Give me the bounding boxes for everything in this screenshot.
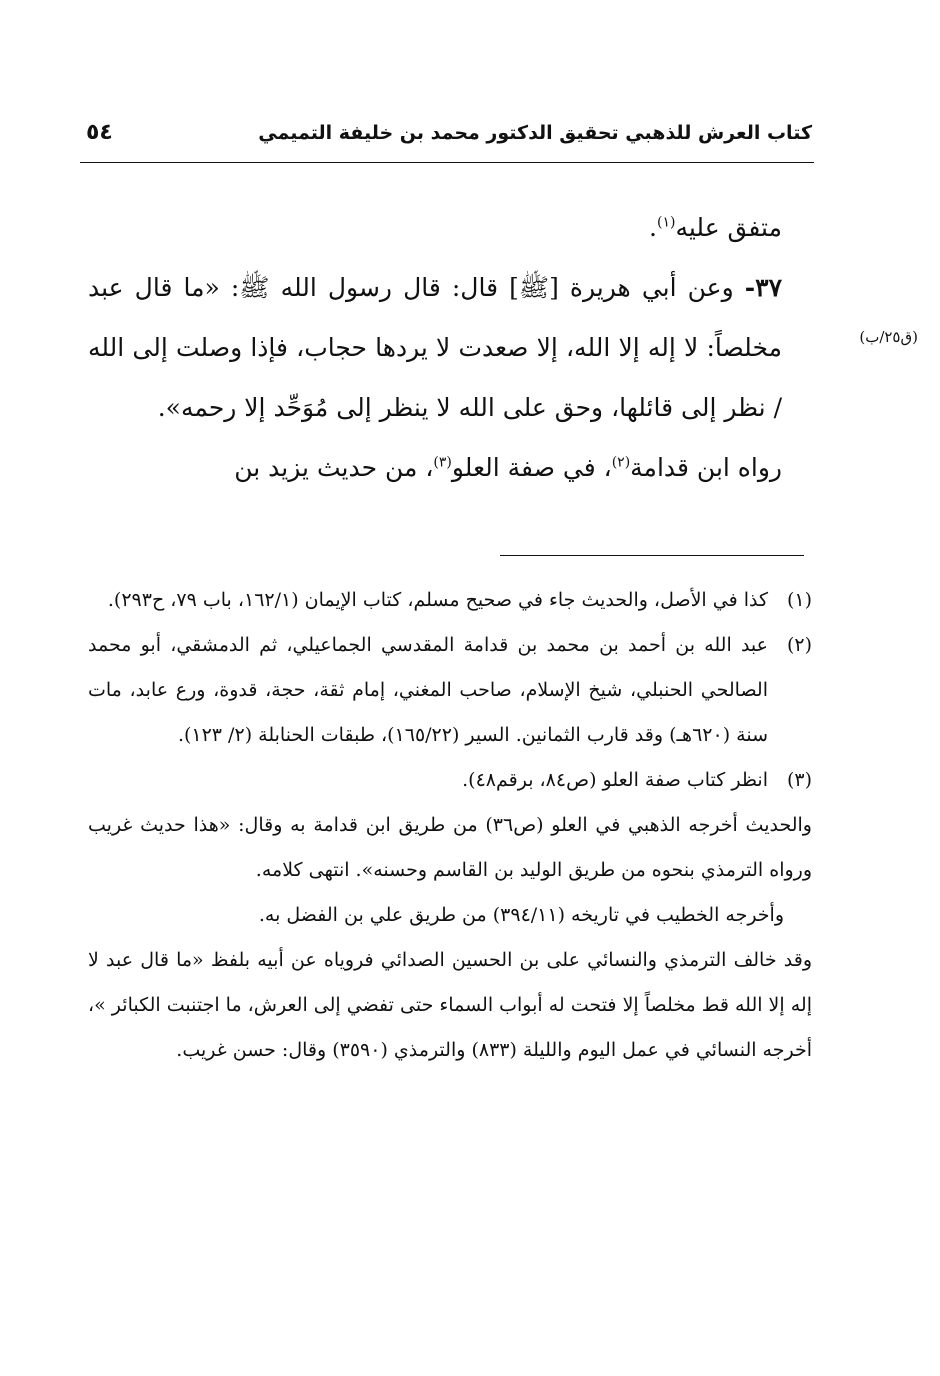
footnote-paragraph: وأخرجه الخطيب في تاريخه (٣٩٤/١١) من طريق علي بن الفضل به.: [258, 904, 784, 926]
page-number: ٥٤: [86, 120, 113, 145]
page-header: [82, 118, 812, 158]
hadith-number: ٣٧-: [744, 273, 782, 302]
footnote-paragraph: وقد خالف الترمذي والنسائي على بن الحسين الصدائي فروياه عن أبيه بلفظ «ما قال عبد لا إله إلا الله قط مخلصاً إلا فتحت له أبواب السماء حتى تفضي إلى العرش، ما اجتنبت الكبائر »، أخرجه النسائي في عمل اليوم والليلة (٨٣٣) والترمذي (٣٥٩٠) وقال: حسن غريب.: [88, 949, 812, 1061]
narration-part-b: ، في صفة العلو: [451, 453, 612, 482]
paragraph-muttafaq: [88, 198, 812, 258]
main-text: [88, 198, 812, 498]
margin-folio-note: (ق٢٥/ب): [859, 328, 918, 346]
footnote-2: [88, 623, 812, 758]
footnote-number: (٢): [786, 634, 812, 656]
footnote-text: عبد الله بن أحمد بن محمد بن قدامة المقدسي الجماعيلي، ثم الدمشقي، أبو محمد الصالحي الحنبلي، شيخ الإسلام، صاحب المغني، إمام ثقة، حجة، قدوة، ورع عابد، مات سنة (٦٢٠هـ) وقد قارب الثمانين. السير (١٦٥/٢٢)، طبقات الحنابلة (٢/ ١٢٣).: [88, 634, 768, 746]
footnotes-section: [88, 578, 812, 1073]
footnote-text: كذا في الأصل، والحديث جاء في صحيح مسلم، كتاب الإيمان (١٦٢/١، باب ٧٩، ح٢٩٣).: [107, 589, 768, 611]
footnote-divider: [500, 555, 804, 556]
footnote-ref-1: (١): [657, 214, 676, 231]
line-end: .: [649, 213, 657, 242]
footnote-text: انظر كتاب صفة العلو (ص٨٤، برقم٤٨).: [462, 769, 768, 791]
running-title: كتاب العرش للذهبي تحقيق الدكتور محمد بن خليفة التميمي: [258, 122, 812, 144]
paragraph-hadith-37: [88, 258, 812, 438]
header-divider: [80, 162, 814, 163]
footnote-number: (٣): [786, 769, 812, 791]
line-text: متفق عليه: [675, 213, 782, 242]
footnote-3: [88, 758, 812, 803]
footnote-ref-3: (٣): [433, 454, 452, 471]
hadith-text: وعن أبي هريرة [ﷺ] قال: قال رسول الله ﷺ: «ما قال عبد مخلصاً: لا إله إلا الله، إلا صعدت لا يردها حجاب، فإذا وصلت إلى الله / نظر إلى قائلها، وحق على الله لا ينظر إلى مُوَحِّد إلا رحمه».: [88, 273, 782, 422]
paragraph-narration: [88, 438, 812, 498]
narration-part-a: رواه ابن قدامة: [630, 453, 782, 482]
footnote-ref-2: (٢): [611, 454, 631, 471]
narration-part-c: ، من حديث يزيد بن: [234, 453, 434, 482]
footnote-paragraph: والحديث أخرجه الذهبي في العلو (ص٣٦) من طريق ابن قدامة به وقال: «هذا حديث غريب ورواه الترمذي بنحوه من طريق الوليد بن القاسم وحسنه». انتهى كلامه.: [88, 814, 812, 881]
footnote-number: (١): [786, 589, 812, 611]
footnote-1: [88, 578, 812, 623]
